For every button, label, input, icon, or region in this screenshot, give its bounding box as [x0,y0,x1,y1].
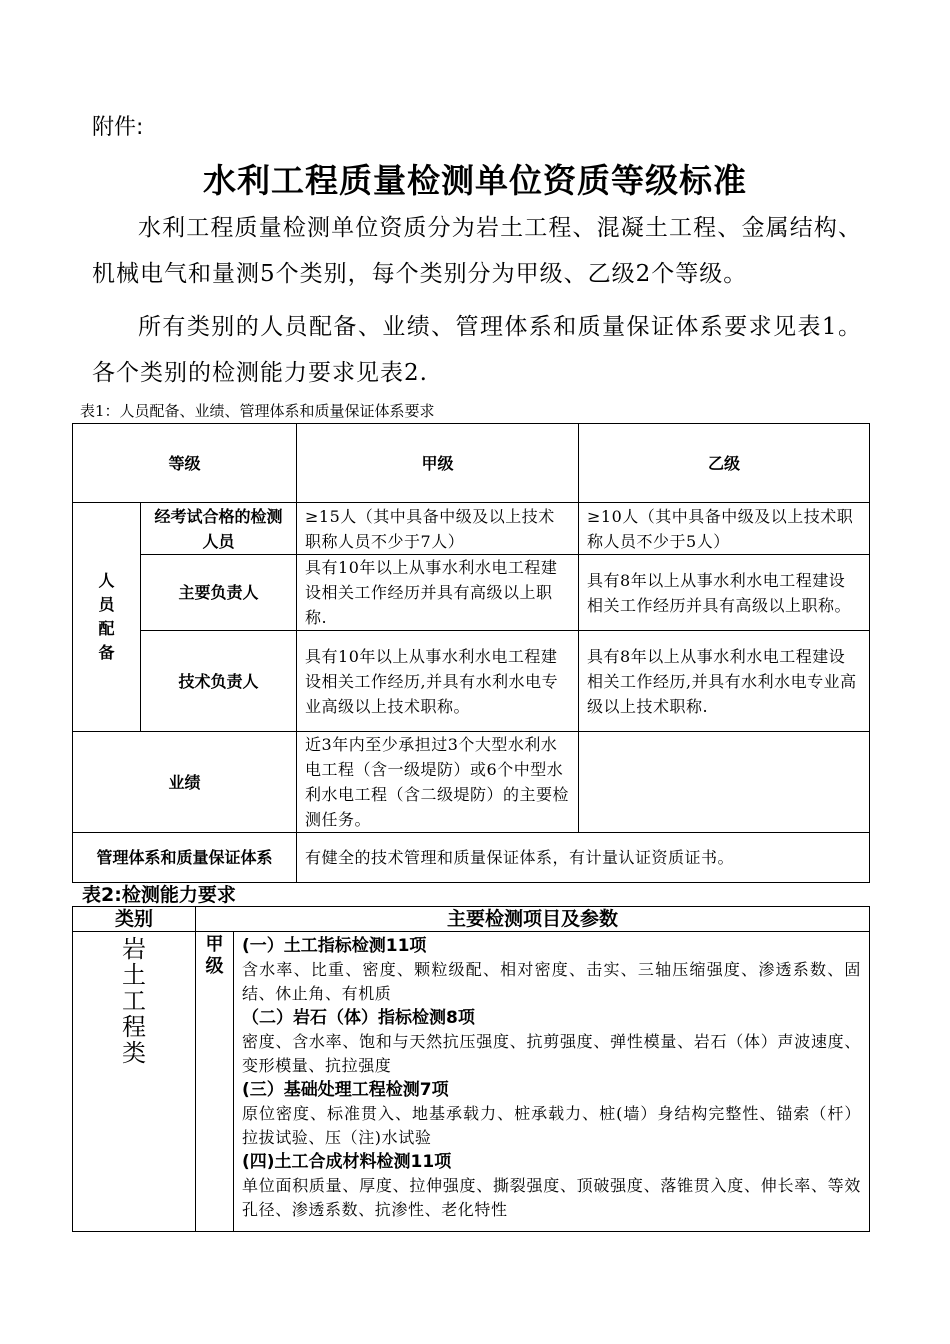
cell-principal-a: 具有10年以上从事水利水电工程建设相关工作经历并具有高级以上职称. [297,555,579,631]
table1-caption: 表1：人员配备、业绩、管理体系和质量保证体系要求 [80,402,435,420]
section-text: 单位面积质量、厚度、拉伸强度、撕裂强度、顶破强度、落锥贯入度、伸长率、等效孔径、渗透系数、抗渗性、老化特性 [242,1176,862,1219]
reference-paragraph: 所有类别的人员配备、业绩、管理体系和质量保证体系要求见表1。各个类别的检测能力要求见表2. [92,314,862,386]
section-title: (四)土工合成材料检测11项 [242,1152,452,1172]
category-cell: 岩土工程类 [73,932,196,1232]
cell-technical-b: 具有8年以上从事水利水电工程建设相关工作经历,并具有水利水电专业高级以上技术职称. [579,631,870,732]
header-grade-b: 乙级 [579,424,870,503]
header-category: 类别 [73,907,196,932]
cell-management: 有健全的技术管理和质量保证体系，有计量认证资质证书。 [297,833,870,883]
cell-inspectors-a: ≥15人（其中具备中级及以上技术职称人员不少于7人） [297,503,579,555]
table-header-row [73,907,870,932]
row-label-principal: 主要负责人 [141,555,297,631]
section-title: (一）土工指标检测11项 [242,936,427,956]
section-text: 含水率、比重、密度、颗粒级配、相对密度、击实、三轴压缩强度、渗透系数、固结、休止角、有机质 [242,960,862,1003]
cell-principal-b: 具有8年以上从事水利水电工程建设相关工作经历并具有高级以上职称。 [579,555,870,631]
table-row [73,932,870,1232]
table-header-row [73,424,870,503]
row-label-inspectors: 经考试合格的检测人员 [141,503,297,555]
cell-performance-b [579,732,870,833]
cell-technical-a: 具有10年以上从事水利水电工程建设相关工作经历,并具有水利水电专业高级以上技术职称。 [297,631,579,732]
intro-paragraph: 水利工程质量检测单位资质分为岩土工程、混凝土工程、金属结构、机械电气和量测5个类别，每个类别分为甲级、乙级2个等级。 [92,215,862,287]
row-label-technical: 技术负责人 [141,631,297,732]
table-row [73,833,870,883]
section-text: 原位密度、标准贯入、地基承载力、桩承载力、桩(墙）身结构完整性、锚索（杆）拉拔试验、压（注)水试验 [242,1104,862,1147]
capability-table [72,906,870,1232]
section-title: （二）岩石（体）指标检测8项 [242,1008,475,1028]
table-row [73,503,870,555]
header-grade: 等级 [73,424,297,503]
section-text: 密度、含水率、饱和与天然抗压强度、抗剪强度、弹性模量、岩石（体）声波速度、变形模量、抗拉强度 [242,1032,862,1075]
row-label-management: 管理体系和质量保证体系 [73,833,297,883]
requirements-table [72,423,870,883]
header-grade-a: 甲级 [297,424,579,503]
table2-caption: 表2:检测能力要求 [82,884,236,906]
items-cell [234,932,870,1232]
attachment-label: 附件: [92,115,144,140]
table-row [73,732,870,833]
row-label-performance: 业绩 [73,732,297,833]
cell-inspectors-b: ≥10人（其中具备中级及以上技术职称人员不少于5人） [579,503,870,555]
table-row [73,555,870,631]
grade-cell: 甲级 [196,932,234,1232]
personnel-label: 人员配备 [73,503,141,732]
header-items: 主要检测项目及参数 [196,907,870,932]
table-row [73,631,870,732]
cell-performance-a: 近3年内至少承担过3个大型水利水电工程（含一级堤防）或6个中型水利水电工程（含二级堤防）的主要检测任务。 [297,732,579,833]
section-title: (三）基础处理工程检测7项 [242,1080,449,1100]
document-title: 水利工程质量检测单位资质等级标准 [203,161,747,200]
